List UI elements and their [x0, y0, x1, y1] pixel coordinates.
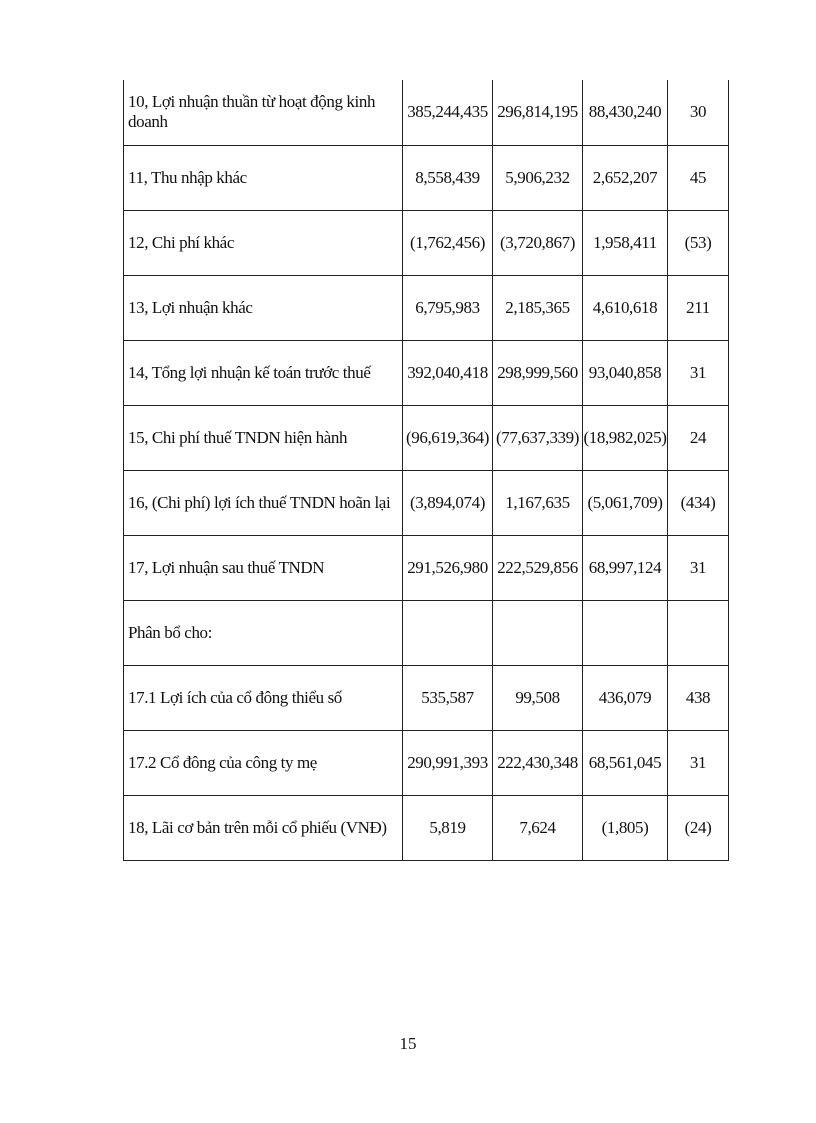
cell-value-3: 93,040,858 [583, 340, 668, 405]
cell-value-1: 6,795,983 [403, 275, 493, 340]
row-label: Phân bổ cho: [124, 600, 403, 665]
cell-value-2: (3,720,867) [493, 210, 583, 275]
cell-value-3: 2,652,207 [583, 145, 668, 210]
cell-value-1: 392,040,418 [403, 340, 493, 405]
table-row [124, 730, 729, 795]
cell-value-1: (3,894,074) [403, 470, 493, 535]
table-row [124, 795, 729, 860]
cell-value-4: (53) [668, 210, 729, 275]
table-row [124, 405, 729, 470]
cell-value-4: 31 [668, 535, 729, 600]
cell-value-1: 8,558,439 [403, 145, 493, 210]
row-label: 11, Thu nhập khác [124, 145, 403, 210]
cell-value-3: 4,610,618 [583, 275, 668, 340]
row-label: 16, (Chi phí) lợi ích thuế TNDN hoãn lại [124, 470, 403, 535]
cell-value-2: 7,624 [493, 795, 583, 860]
cell-value-1: (1,762,456) [403, 210, 493, 275]
cell-value-4: 24 [668, 405, 729, 470]
row-label: 17, Lợi nhuận sau thuế TNDN [124, 535, 403, 600]
cell-value-4 [668, 600, 729, 665]
cell-value-3: 68,561,045 [583, 730, 668, 795]
cell-value-4: 438 [668, 665, 729, 730]
row-label: 12, Chi phí khác [124, 210, 403, 275]
cell-value-2: 222,430,348 [493, 730, 583, 795]
table-row [124, 340, 729, 405]
cell-value-4: (24) [668, 795, 729, 860]
cell-value-4: 211 [668, 275, 729, 340]
row-label: 15, Chi phí thuế TNDN hiện hành [124, 405, 403, 470]
cell-value-4: 31 [668, 340, 729, 405]
cell-value-3: 88,430,240 [583, 80, 668, 145]
cell-value-4: 45 [668, 145, 729, 210]
cell-value-2: 1,167,635 [493, 470, 583, 535]
cell-value-3: (18,982,025) [583, 405, 668, 470]
table-row [124, 210, 729, 275]
cell-value-3: 68,997,124 [583, 535, 668, 600]
income-statement-table [123, 80, 729, 861]
cell-value-1: 5,819 [403, 795, 493, 860]
cell-value-2: 2,185,365 [493, 275, 583, 340]
table-row [124, 665, 729, 730]
cell-value-1: (96,619,364) [403, 405, 493, 470]
row-label: 10, Lợi nhuận thuần từ hoạt động kinh doanh [124, 80, 403, 145]
cell-value-1: 291,526,980 [403, 535, 493, 600]
cell-value-2: 99,508 [493, 665, 583, 730]
table-row [124, 535, 729, 600]
table-row [124, 470, 729, 535]
row-label: 17.1 Lợi ích của cổ đông thiểu số [124, 665, 403, 730]
cell-value-1: 535,587 [403, 665, 493, 730]
row-label: 14, Tổng lợi nhuận kế toán trước thuế [124, 340, 403, 405]
cell-value-2 [493, 600, 583, 665]
table-row [124, 80, 729, 145]
cell-value-3: 436,079 [583, 665, 668, 730]
cell-value-3: (5,061,709) [583, 470, 668, 535]
row-label: 13, Lợi nhuận khác [124, 275, 403, 340]
page-number: 15 [399, 1034, 417, 1053]
cell-value-2: 296,814,195 [493, 80, 583, 145]
cell-value-1 [403, 600, 493, 665]
cell-value-3: 1,958,411 [583, 210, 668, 275]
cell-value-4: 31 [668, 730, 729, 795]
cell-value-1: 385,244,435 [403, 80, 493, 145]
cell-value-4: (434) [668, 470, 729, 535]
cell-value-3: (1,805) [583, 795, 668, 860]
cell-value-1: 290,991,393 [403, 730, 493, 795]
table-row [124, 600, 729, 665]
row-label: 18, Lãi cơ bản trên mỗi cổ phiếu (VNĐ) [124, 795, 403, 860]
row-label: 17.2 Cổ đông của công ty mẹ [124, 730, 403, 795]
cell-value-2: (77,637,339) [493, 405, 583, 470]
cell-value-4: 30 [668, 80, 729, 145]
cell-value-2: 222,529,856 [493, 535, 583, 600]
table-row [124, 145, 729, 210]
cell-value-2: 298,999,560 [493, 340, 583, 405]
cell-value-3 [583, 600, 668, 665]
cell-value-2: 5,906,232 [493, 145, 583, 210]
table-row [124, 275, 729, 340]
